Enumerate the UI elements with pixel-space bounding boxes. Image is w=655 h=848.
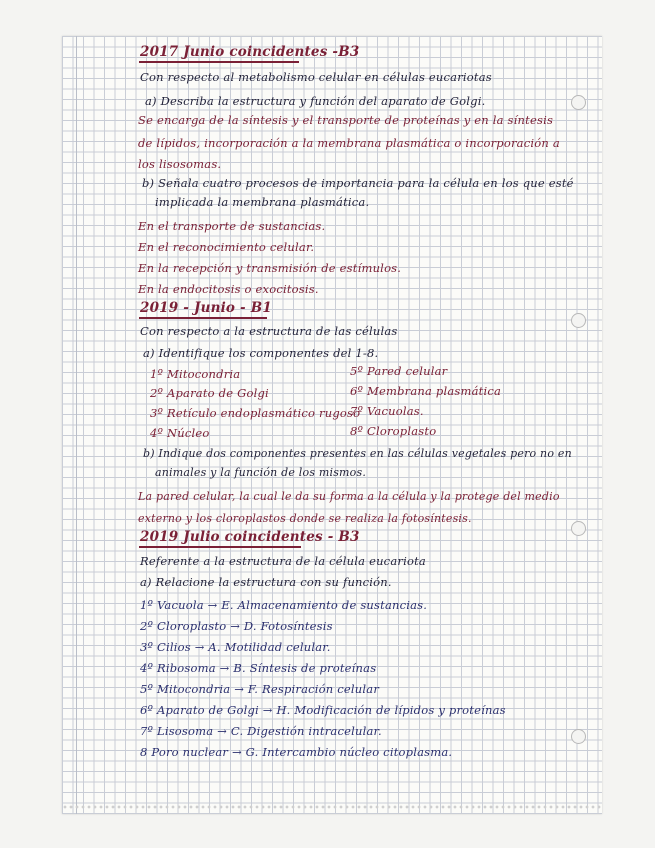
match-pair: 8 Poro nuclear → G. Intercambio núcleo citoplasma.: [140, 745, 453, 759]
heading-underline: [139, 317, 267, 319]
component-item: 1º Mitocondria: [150, 367, 241, 381]
answer-line: La pared celular, la cual le da su forma a la célula y la protege del medio: [138, 490, 560, 503]
match-pair: 1º Vacuola → E. Almacenamiento de sustancias.: [140, 598, 428, 612]
component-item: 4º Núcleo: [150, 426, 210, 440]
ring-hole-icon: [571, 521, 586, 536]
section-heading: 2019 - Junio - B1: [140, 300, 272, 316]
match-pair: 6º Aparato de Golgi → H. Modificación de lípidos y proteínas: [140, 703, 506, 717]
ring-hole-icon: [571, 729, 586, 744]
component-item: 8º Cloroplasto: [350, 424, 437, 438]
question-b: b) Indique dos componentes presentes en las células vegetales pero no en: [143, 447, 572, 460]
component-item: 3º Retículo endoplasmático rugoso: [150, 406, 361, 420]
answer-line: En el transporte de sustancias.: [138, 219, 326, 233]
perforated-edge: [62, 800, 602, 814]
ring-hole-icon: [571, 313, 586, 328]
answer-line: externo y los cloroplastos donde se realiza la fotosíntesis.: [138, 512, 472, 525]
match-pair: 3º Cilios → A. Motilidad celular.: [140, 640, 331, 654]
match-pair: 7º Lisosoma → C. Digestión intracelular.: [140, 724, 382, 738]
answer-line: los lisosomas.: [138, 157, 222, 171]
ring-hole-icon: [571, 95, 586, 110]
answer-line: En el reconocimiento celular.: [138, 240, 315, 254]
section-heading: 2017 Junio coincidentes -B3: [140, 44, 360, 60]
question-intro: Referente a la estructura de la célula eucariota: [140, 554, 426, 568]
heading-underline: [139, 61, 299, 63]
component-item: 6º Membrana plasmática: [350, 384, 502, 398]
margin-line: [76, 36, 77, 814]
notebook-page: [62, 36, 602, 814]
heading-underline: [139, 546, 301, 548]
question-intro: Con respecto a la estructura de las células: [140, 324, 398, 338]
component-item: 5º Pared celular: [350, 364, 448, 378]
answer-line: En la recepción y transmisión de estímulos.: [138, 261, 402, 275]
match-pair: 4º Ribosoma → B. Síntesis de proteínas: [140, 661, 377, 675]
match-pair: 5º Mitocondria → F. Respiración celular: [140, 682, 380, 696]
answer-line: En la endocitosis o exocitosis.: [138, 282, 319, 296]
question-b: animales y la función de los mismos.: [155, 466, 367, 479]
question-b: implicada la membrana plasmática.: [155, 195, 370, 209]
component-item: 2º Aparato de Golgi: [150, 386, 269, 400]
question-a: a) Relacione la estructura con su función.: [140, 575, 392, 589]
component-item: 7º Vacuolas.: [350, 404, 424, 418]
section-heading: 2019 Julio coincidentes - B3: [140, 529, 360, 545]
answer-line: Se encarga de la síntesis y el transporte de proteínas y en la síntesis: [138, 113, 554, 127]
match-pair: 2º Cloroplasto → D. Fotosíntesis: [140, 619, 333, 633]
question-b: b) Señala cuatro procesos de importancia para la célula en los que esté: [142, 176, 574, 190]
answer-line: de lípidos, incorporación a la membrana plasmática o incorporación a: [138, 136, 560, 150]
question-a: a) Identifique los componentes del 1-8.: [143, 346, 379, 360]
question-intro: Con respecto al metabolismo celular en células eucariotas: [140, 70, 492, 84]
question-a: a) Describa la estructura y función del aparato de Golgi.: [145, 94, 486, 108]
